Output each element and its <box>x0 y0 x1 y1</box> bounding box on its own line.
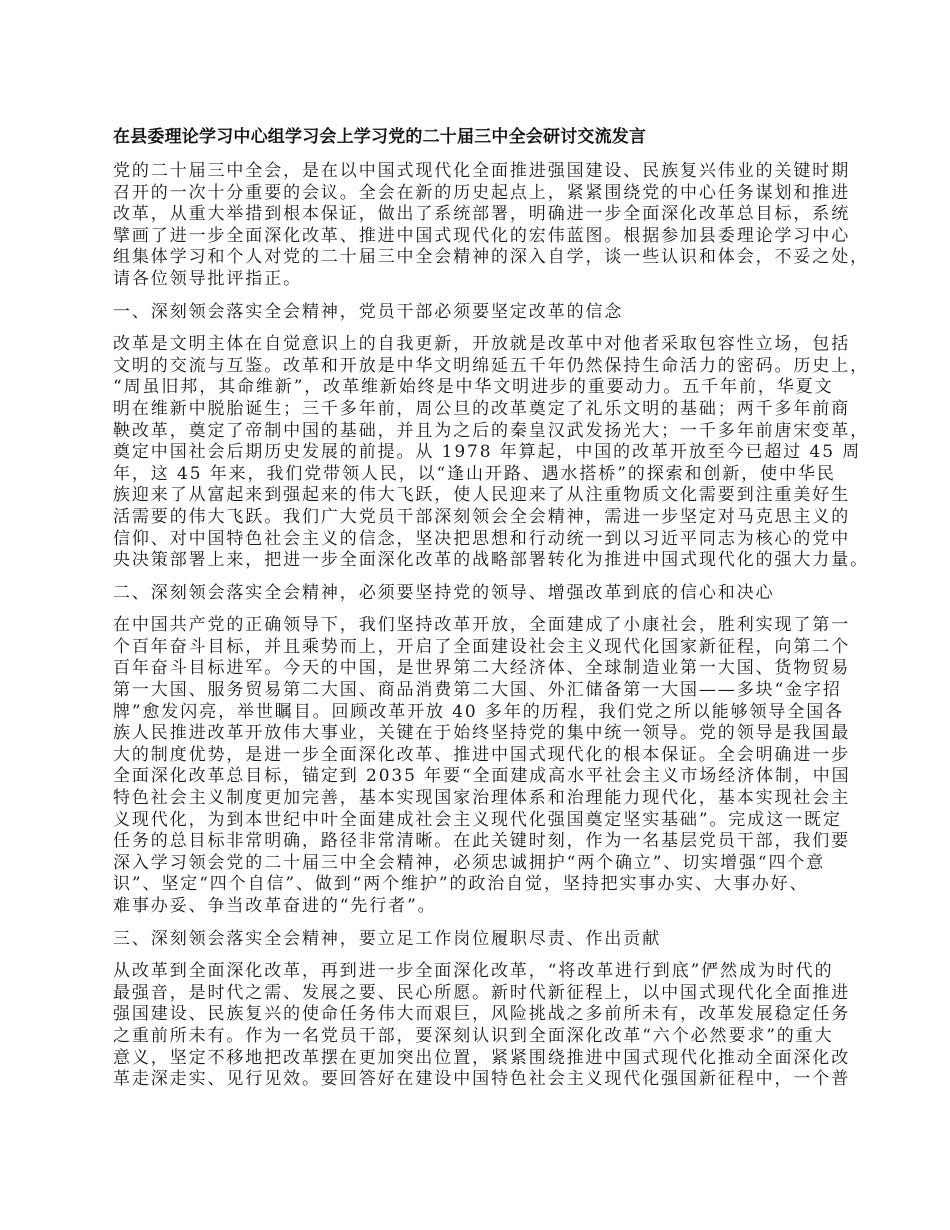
paragraph-line: 最强音，是时代之需、发展之要、民心所愿。新时代新征程上，以中国式现代化全面推进 <box>113 982 851 1003</box>
section-heading <box>113 929 853 951</box>
paragraph-line: 强国建设、民族复兴的使命任务伟大而艰巨，风险挑战之多前所未有，改革发展稳定任务 <box>113 1004 851 1025</box>
body-paragraph <box>113 615 853 917</box>
section-heading <box>113 583 853 605</box>
paragraph-line: 任务的总目标非常明确，路径非常清晰。在此关键时刻，作为一名基层党员干部，我们要 <box>113 831 851 852</box>
paragraph-line: 识”、坚定“四个自信”、做到“两个维护”的政治自觉，坚持把实事办实、大事办好、 <box>113 874 809 895</box>
paragraph-line: 召开的一次十分重要的会议。全会在新的历史起点上，紧紧围绕党的中心任务谋划和推进 <box>113 182 851 203</box>
heading-text: 二、深刻领会落实全会精神，必须要坚持党的领导、增强改革到底的信心和决心 <box>113 582 775 603</box>
paragraph-line: 大的制度优势，是进一步全面深化改革、推进中国式现代化的根本保证。全会明确进一步 <box>113 744 851 765</box>
paragraph-line: 明在维新中脱胎诞生；三千多年前，周公旦的改革奠定了礼乐文明的基础；两千多年前商 <box>113 398 851 419</box>
body-paragraph <box>113 961 853 1091</box>
paragraph-line: 百年奋斗目标进军。今天的中国，是世界第二大经济体、全球制造业第一大国、货物贸易 <box>113 658 851 679</box>
paragraph-line: “周虽旧邦，其命维新”，改革维新始终是中华文明进步的重要动力。五千年前，华夏文 <box>113 377 834 398</box>
paragraph-line: 擘画了进一步全面深化改革、推进中国式现代化的宏伟蓝图。根据参加县委理论学习中心 <box>113 225 851 246</box>
paragraph-line: 鞅改革，奠定了帝制中国的基础，并且为之后的秦皇汉武发扬光大；一千多年前唐宋变革， <box>113 420 869 441</box>
paragraph-line: 信仰、对中国特色社会主义的信念，坚决把思想和行动统一到以习近平同志为核心的党中 <box>113 528 851 549</box>
paragraph-line: 牌”愈发闪亮，举世瞩目。回顾改革开放 40 多年的历程，我们党之所以能够领导全国各 <box>113 701 845 722</box>
heading-text: 三、深刻领会落实全会精神，要立足工作岗位履职尽责、作出贡献 <box>113 928 662 949</box>
document-body <box>113 161 869 1091</box>
paragraph-line: 改革，从重大举措到根本保证，做出了系统部署，明确进一步全面深化改革总目标，系统 <box>113 204 851 225</box>
paragraph-line: 族迎来了从富起来到强起来的伟大飞跃，使人民迎来了从注重物质文化需要到注重美好生 <box>113 485 851 506</box>
paragraph-line: 意义，坚定不移地把改革摆在更加突出位置，紧紧围绕推进中国式现代化推动全面深化改 <box>113 1047 851 1068</box>
paragraph-line: 组集体学习和个人对党的二十届三中全会精神的深入自学，谈一些认识和体会，不妥之处， <box>113 247 869 268</box>
body-paragraph <box>113 334 869 572</box>
paragraph-line: 请各位领导批评指正。 <box>113 268 302 289</box>
paragraph-line: 全面深化改革总目标，锚定到 2035 年要“全面建成高水平社会主义市场经济体制，中国 <box>113 766 851 787</box>
paragraph-line: 难事办妥、争当改革奋进的“先行者”。 <box>113 896 437 916</box>
paragraph-line: 在中国共产党的正确领导下，我们坚持改革开放，全面建成了小康社会，胜利实现了第一 <box>113 615 851 636</box>
paragraph-line: 从改革到全面深化改革，再到进一步全面深化改革，“将改革进行到底”俨然成为时代的 <box>113 961 834 982</box>
paragraph-line: 个百年奋斗目标，并且乘势而上，开启了全面建设社会主义现代化国家新征程，向第二个 <box>113 636 851 657</box>
paragraph-line: 央决策部署上来，把进一步全面深化改革的战略部署转化为推进中国式现代化的强大力量。 <box>113 550 869 571</box>
paragraph-line: 党的二十届三中全会，是在以中国式现代化全面推进强国建设、民族复兴伟业的关键时期 <box>113 161 851 181</box>
document-page <box>113 126 869 1102</box>
paragraph-line: 年，这 45 年来，我们党带领人民，以“逢山开路、遇水搭桥”的探索和创新，使中华民 <box>113 463 836 484</box>
paragraph-line: 活需要的伟大飞跃。我们广大党员干部深刻领会全会精神，需进一步坚定对马克思主义的 <box>113 506 851 527</box>
paragraph-line: 文明的交流与互鉴。改革和开放是中华文明绵延五千年仍然保持生命活力的密码。历史上， <box>113 355 869 376</box>
heading-text: 一、深刻领会落实全会精神，党员干部必须要坚定改革的信念 <box>113 301 624 322</box>
paragraph-line: 革走深走实、见行见效。要回答好在建设中国特色社会主义现代化强国新征程中，一个普 <box>113 1069 851 1090</box>
paragraph-line: 深入学习领会党的二十届三中全会精神，必须忠诚拥护“两个确立”、切实增强“四个意 <box>113 852 826 873</box>
paragraph-line: 义现代化，为到本世纪中叶全面建成社会主义现代化强国奠定坚实基础”。完成这一既定 <box>113 809 842 830</box>
paragraph-line: 族人民推进改革开放伟大事业，关键在于始终坚持党的集中统一领导。党的领导是我国最 <box>113 723 851 744</box>
section-heading <box>113 302 853 324</box>
paragraph-line: 特色社会主义制度更加完善，基本实现国家治理体系和治理能力现代化，基本实现社会主 <box>113 788 851 809</box>
paragraph-line: 之重前所未有。作为一名党员干部，要深刻认识到全面深化改革“六个必然要求”的重大 <box>113 1025 834 1046</box>
paragraph-line: 改革是文明主体在自觉意识上的自我更新，开放就是改革中对他者采取包容性立场，包括 <box>113 334 851 355</box>
paragraph-line: 第一大国、服务贸易第二大国、商品消费第二大国、外汇储备第一大国——多块“金字招 <box>113 680 842 701</box>
body-paragraph <box>113 161 869 291</box>
document-title: 在县委理论学习中心组学习会上学习党的二十届三中全会研讨交流发言 <box>113 127 647 147</box>
paragraph-line: 奠定中国社会后期历史发展的前提。从 1978 年算起，中国的改革开放至今已超过 45 周 <box>113 442 862 463</box>
